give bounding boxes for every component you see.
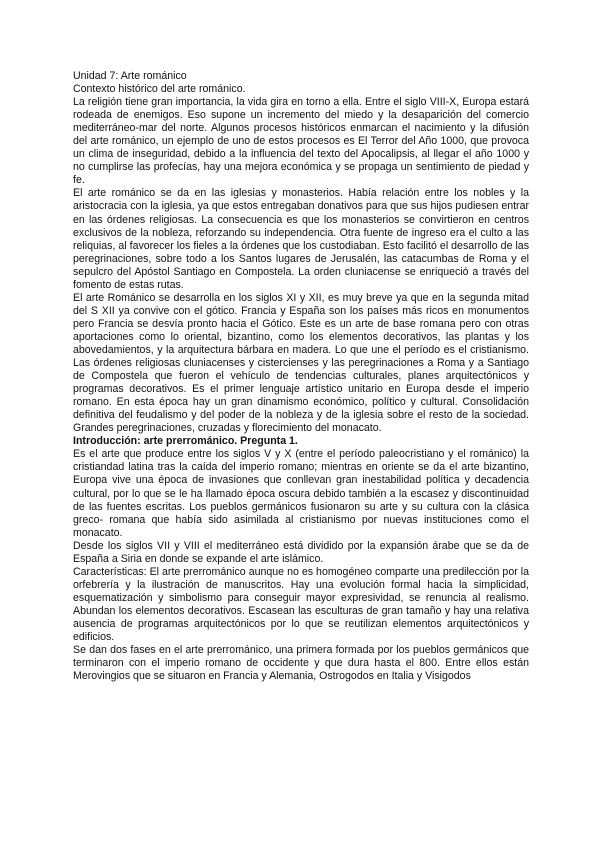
paragraph-mediterranean-division: Desde los siglos VII y VIII el mediterráneo está dividido por la expansión árabe que se da de España a Siria en donde se expande el arte islámico. xyxy=(73,539,529,565)
document-page xyxy=(73,70,529,683)
context-title: Contexto histórico del arte románico. xyxy=(73,83,246,96)
section-heading-preromanesque: Introducción: arte prerrománico. Pregunta 1. xyxy=(73,435,298,448)
paragraph-romanesque-development: El arte Románico se desarrolla en los siglos XI y XII, es muy breve ya que en la segunda mitad del S XII ya convive con el gótico. Francia y España son los países más ricos en monumentos pero Francia se desvía pronto hacia el Gótico. Este es un arte de base romana pero con otras aportaciones como lo oriental, bizantino, como los elementos decorativos, las plantas y los abovedamientos, y la arquitectura bárbara en madera. Lo que une el período es el cristianismo. Las órdenes religiosas cluniacenses y cistercienses y las peregrinaciones a Roma y a Santiago de Compostela que fueron el vehículo de tendencias culturales, planes arquitectónicos y programas decorativos. Es el primer lenguaje artístico unitario en Europa desde el imperio romano. En esta época hay un gran dinamismo económico, político y cultural. Consolidación definitiva del feudalismo y del poder de la nobleza y de la iglesia sobre el resto de la sociedad. Grandes peregrinaciones, cruzadas y florecimiento del monacato. xyxy=(73,291,529,435)
paragraph-preromanesque-intro: Es el arte que produce entre los siglos V y X (entre el período paleocristiano y el románico) la cristiandad latina tras la caída del imperio romano; mientras en oriente se da el arte bizantino, Europa vive una época de invasiones que conllevan gran inestabilidad política y decadencia cultural, por lo que se le ha llamado época oscura debido también a la escasez y discontinuidad de las fuentes escritas. Los pueblos germánicos fusionaron su arte y su cultura con la clásica greco- romana que había sido asimilada al cristianismo por nuevas instituciones como el monacato. xyxy=(73,448,529,539)
paragraph-churches-monasteries: El arte románico se da en las iglesias y monasterios. Había relación entre los nobles y la aristocracia con la iglesia, ya que estos entregaban donativos para que sus hijos pudiesen entrar en las órdenes religiosas. La consecuencia es que los monasterios se convirtieron en centros exclusivos de la nobleza, reforzando su independencia. Otra fuente de ingreso era el culto a las reliquias, al favorecer los fieles a la órdenes que los custodiaban. Esto facilitó el desarrollo de las peregrinaciones, sobre todo a los Santos lugares de Jerusalén, las catacumbas de Roma y el sepulcro del Apóstol Santiago en Compostela. La orden cluniacense se enriqueció a través del fomento de estas rutas. xyxy=(73,187,529,291)
paragraph-characteristics: Características: El arte prerrománico aunque no es homogéneo comparte una predilección por la orfebrería y la ilustración de manuscritos. Hay una evolución formal hacia la simplicidad, esquematización y simbolismo para conseguir mayor expresividad, se renuncia al realismo. Abundan los elementos decorativos. Escasean las esculturas de gran tamaño y hay una relativa ausencia de programas arquitectónicos por lo que se reutilizan elementos arquitectónicos y edificios. xyxy=(73,565,529,644)
paragraph-religion: La religión tiene gran importancia, la vida gira en torno a ella. Entre el siglo VIII-X, Europa estará rodeada de enemigos. Eso supone un incremento del miedo y la desaparición del comercio mediterráneo-mar del norte. Algunos procesos históricos enmarcan el nacimiento y la difusión del arte románico, un ejemplo de uno de estos procesos es El Terror del Año 1000, que provoca un clima de inseguridad, debido a la influencia del texto del Apocalipsis, al llegar el año 1000 y no cumplirse las profecías, hay una mejora económica y se propaga un sentimiento de piedad y fe. xyxy=(73,96,529,187)
paragraph-two-phases: Se dan dos fases en el arte prerrománico, una primera formada por los pueblos germánicos que terminaron con el imperio romano de occidente y que dura hasta el 800. Entre ellos están Merovingios que se situaron en Francia y Alemania, Ostrogodos en Italia y Visigodos xyxy=(73,644,529,683)
unit-title: Unidad 7: Arte románico xyxy=(73,70,187,82)
